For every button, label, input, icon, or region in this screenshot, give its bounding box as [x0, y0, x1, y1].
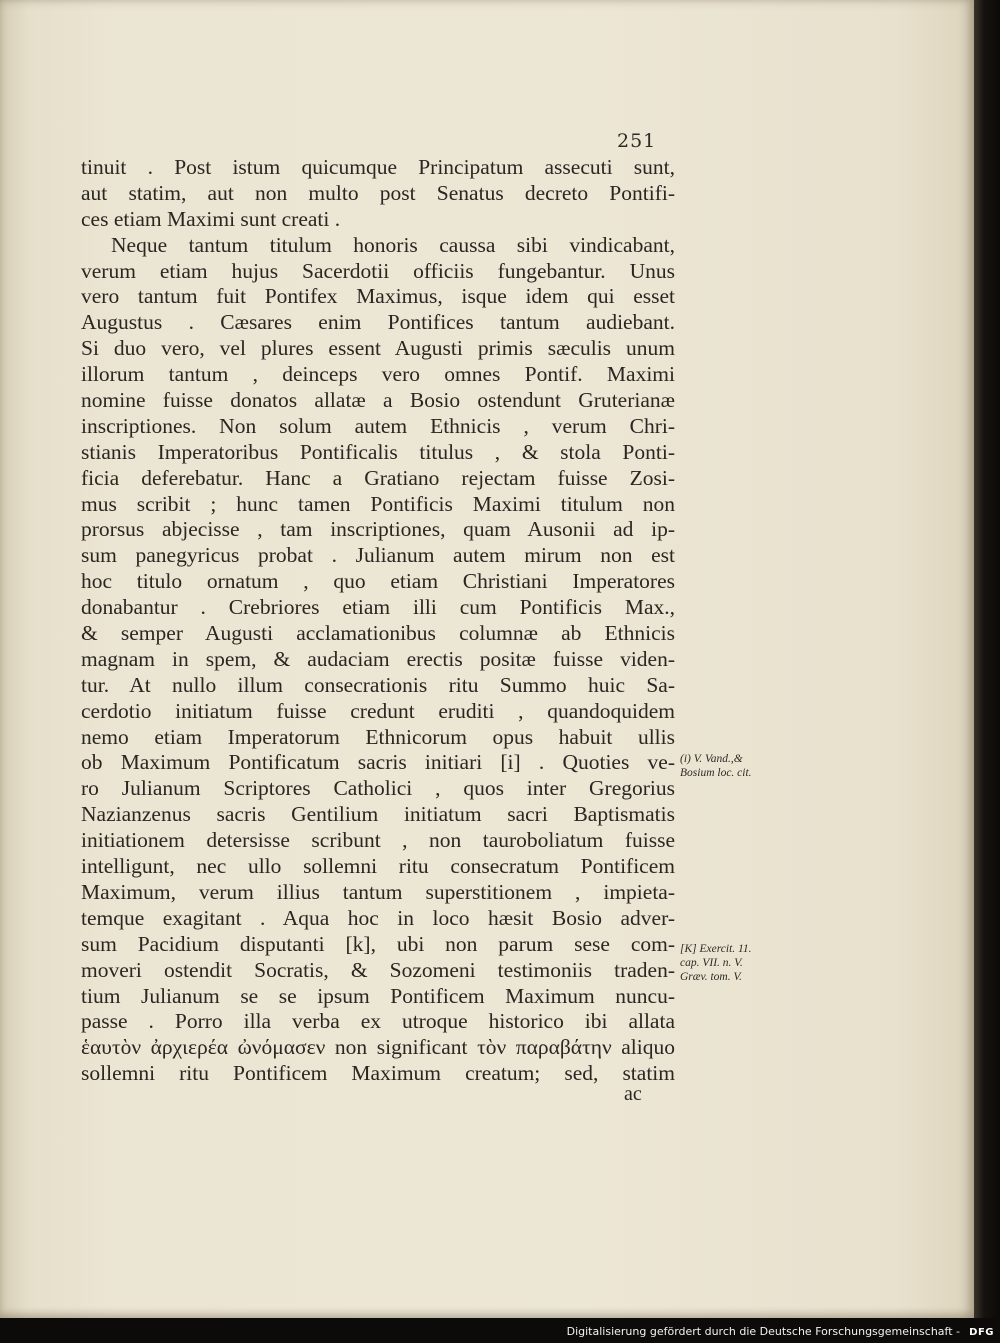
text-line: inscriptiones. Non solum autem Ethnicis , verum Chri-: [81, 413, 675, 438]
margin-note-k: [680, 942, 752, 984]
footer-bar: [0, 1318, 1000, 1343]
text-line: ficia deferebatur. Hanc a Gratiano rejectam fuisse Zosi-: [81, 465, 675, 490]
text-line: hoc titulo ornatum , quo etiam Christiani Imperatores: [81, 569, 675, 594]
text-line: Neque tantum titulum honoris caussa sibi vindicabant,: [111, 232, 675, 257]
margin-note-i: [680, 752, 752, 780]
text-line: mus scribit ; hunc tamen Pontificis Maximi titulum non: [81, 491, 675, 516]
text-line: temque exagitant . Aqua hoc in loco hæsit Bosio adver-: [81, 905, 675, 930]
text-line: vero tantum fuit Pontifex Maximus, isque idem qui esset: [81, 284, 675, 309]
page-edge-shadow: [974, 0, 1000, 1318]
text-line: moveri ostendit Socratis, & Sozomeni testimoniis traden-: [81, 957, 675, 982]
text-line: donabantur . Crebriores etiam illi cum Pontificis Max.,: [81, 595, 675, 620]
text-line: sollemni ritu Pontificem Maximum creatum; sed, statim: [81, 1061, 675, 1086]
text-line: sum panegyricus probat . Julianum autem mirum non est: [81, 543, 675, 568]
text-line: ob Maximum Pontificatum sacris initiari [i] . Quoties ve-: [81, 750, 675, 775]
page-number: 251: [617, 130, 657, 152]
text-line: initiationem detersisse scribunt , non tauroboliatum fuisse: [81, 828, 675, 853]
text-line: verum etiam hujus Sacerdotii officiis fungebantur. Unus: [81, 258, 675, 283]
funding-credit: Digitalisierung gefördert durch die Deutsche Forschungsgemeinschaft -: [566, 1325, 960, 1338]
margin-note-line: (i) V. Vand.,&: [680, 753, 743, 765]
text-line: prorsus abjecisse , tam inscriptiones, quam Ausonii ad ip-: [81, 517, 675, 542]
text-line: tur. At nullo illum consecrationis ritu Summo huic Sa-: [81, 672, 675, 697]
text-line: ces etiam Maximi sunt creati .: [81, 206, 341, 231]
text-line: ro Julianum Scriptores Catholici , quos inter Gregorius: [81, 776, 675, 801]
text-line: Maximum, verum illius tantum superstitionem , impieta-: [81, 879, 675, 904]
text-line: aut statim, aut non multo post Senatus decreto Pontifi-: [81, 180, 675, 205]
margin-note-line: [K] Exercit. 11.: [680, 943, 752, 955]
margin-note-line: Græv. tom. V.: [680, 971, 742, 983]
text-line: tinuit . Post istum quicumque Principatum assecuti sunt,: [81, 155, 675, 179]
text-line: intelligunt, nec ullo sollemni ritu consecratum Pontificem: [81, 854, 675, 879]
margin-note-line: Bosium loc. cit.: [680, 767, 752, 779]
text-line: passe . Porro illa verba ex utroque historico ibi allata: [81, 1009, 675, 1034]
body-text: [81, 155, 675, 1087]
text-line: stianis Imperatoribus Pontificalis titulus , & stola Ponti-: [81, 439, 675, 464]
text-line: nemo etiam Imperatorum Ethnicorum opus habuit ullis: [81, 724, 675, 749]
text-line: ἑαυτὸν ἀρχιερέα ὠνόμασεν non significant τὸν παραβάτην aliquo: [81, 1035, 675, 1060]
text-line: magnam in spem, & audaciam erectis positæ fuisse viden-: [81, 646, 675, 671]
catchword: ac: [624, 1083, 642, 1105]
margin-note-line: cap. VII. n. V.: [680, 957, 743, 969]
text-line: Augustus . Cæsares enim Pontifices tantum audiebant.: [81, 310, 675, 335]
text-line: & semper Augusti acclamationibus columnæ ab Ethnicis: [81, 621, 675, 646]
text-line: cerdotio initiatum fuisse credunt eruditi , quandoquidem: [81, 698, 675, 723]
dfg-logo: DFG: [969, 1327, 994, 1338]
text-line: Si duo vero, vel plures essent Augusti primis sæculis unum: [81, 336, 675, 361]
text-line: nomine fuisse donatos allatæ a Bosio ostendunt Gruterianæ: [81, 388, 675, 413]
text-line: sum Pacidium disputanti [k], ubi non parum sese com-: [81, 931, 675, 956]
text-line: Nazianzenus sacris Gentilium initiatum sacri Baptismatis: [81, 802, 675, 827]
text-line: tium Julianum se se ipsum Pontificem Maximum nuncu-: [81, 983, 675, 1008]
text-line: illorum tantum , deinceps vero omnes Pontif. Maximi: [81, 362, 675, 387]
